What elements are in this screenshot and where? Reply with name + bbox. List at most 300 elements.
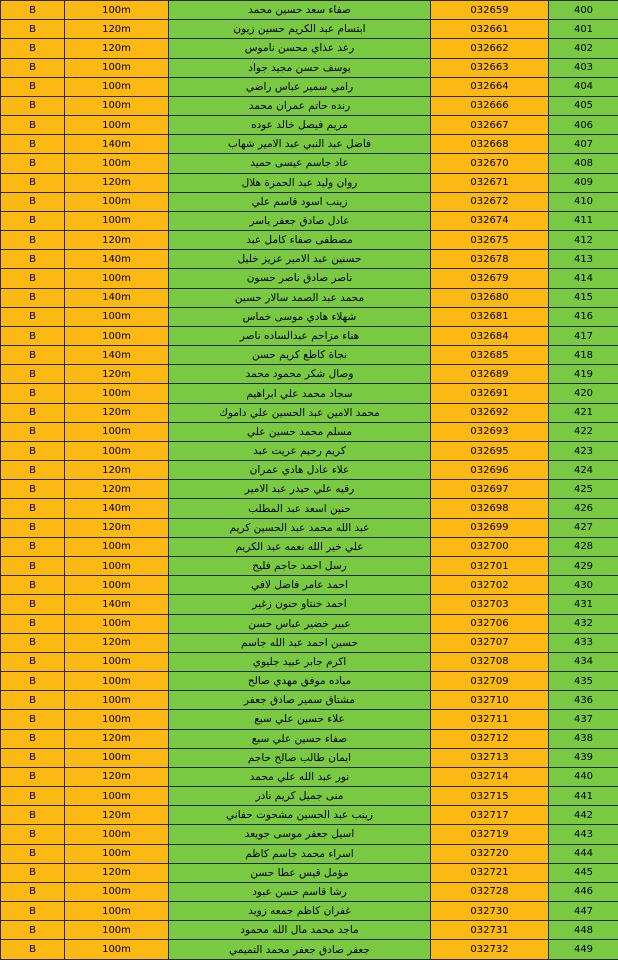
size-cell: 100m (65, 921, 169, 940)
category-cell: B (1, 346, 65, 365)
name-cell: شهلاء هادي موسى خماس (169, 307, 431, 326)
number-cell: 442 (549, 806, 618, 825)
code-cell: 032662 (431, 39, 549, 58)
size-cell: 140m (65, 595, 169, 614)
size-cell: 100m (65, 882, 169, 901)
name-cell: محمد عبد الصمد سالار حسين (169, 288, 431, 307)
name-cell: نور عبد الله علي محمد (169, 767, 431, 786)
number-cell: 408 (549, 154, 618, 173)
table-row (1, 441, 618, 460)
name-cell: هناء مزاحم عبدالساده ناصر (169, 326, 431, 345)
table-row (1, 384, 618, 403)
code-cell: 032703 (431, 595, 549, 614)
number-cell: 440 (549, 767, 618, 786)
code-cell: 032699 (431, 518, 549, 537)
code-cell: 032681 (431, 307, 549, 326)
code-cell: 032717 (431, 806, 549, 825)
number-cell: 410 (549, 192, 618, 211)
category-cell: B (1, 748, 65, 767)
size-cell: 120m (65, 480, 169, 499)
number-cell: 424 (549, 461, 618, 480)
category-cell: B (1, 288, 65, 307)
table-row (1, 499, 618, 518)
code-cell: 032708 (431, 652, 549, 671)
size-cell: 100m (65, 576, 169, 595)
code-cell: 032695 (431, 441, 549, 460)
table-row (1, 422, 618, 441)
code-cell: 032674 (431, 211, 549, 230)
code-cell: 032698 (431, 499, 549, 518)
category-cell: B (1, 39, 65, 58)
size-cell: 120m (65, 39, 169, 58)
code-cell: 032680 (431, 288, 549, 307)
name-cell: مريم فيصل خالد عوده (169, 116, 431, 135)
size-cell: 120m (65, 365, 169, 384)
size-cell: 100m (65, 902, 169, 921)
name-cell: جعفر صادق جعفر محمد التميمي (169, 940, 431, 960)
table-row (1, 518, 618, 537)
category-cell: B (1, 595, 65, 614)
number-cell: 400 (549, 1, 618, 20)
table-row (1, 863, 618, 882)
name-cell: مياده موفق مهدي صالح (169, 672, 431, 691)
category-cell: B (1, 556, 65, 575)
number-cell: 448 (549, 921, 618, 940)
name-cell: مؤمل قيس عطا حسن (169, 863, 431, 882)
number-cell: 402 (549, 39, 618, 58)
category-cell: B (1, 652, 65, 671)
table-row (1, 921, 618, 940)
category-cell: B (1, 269, 65, 288)
name-cell: زينب عبد الحسين مشحوت حفاني (169, 806, 431, 825)
table-row (1, 403, 618, 422)
name-cell: عاد جاسم عيسى حميد (169, 154, 431, 173)
code-cell: 032711 (431, 710, 549, 729)
number-cell: 404 (549, 77, 618, 96)
category-cell: B (1, 576, 65, 595)
name-cell: عبير خضير عباس حسن (169, 614, 431, 633)
code-cell: 032684 (431, 326, 549, 345)
name-cell: حسين احمد عبد الله جاسم (169, 633, 431, 652)
category-cell: B (1, 20, 65, 39)
number-cell: 434 (549, 652, 618, 671)
name-cell: اكرم جابر عبيد جليوي (169, 652, 431, 671)
number-cell: 411 (549, 211, 618, 230)
code-cell: 032679 (431, 269, 549, 288)
name-cell: رامي سمير عباس راضي (169, 77, 431, 96)
size-cell: 100m (65, 1, 169, 20)
name-cell: علاء حسين علي سبع (169, 710, 431, 729)
code-cell: 032707 (431, 633, 549, 652)
size-cell: 120m (65, 863, 169, 882)
table-row (1, 825, 618, 844)
name-cell: مصطفى صفاء كامل عبد (169, 231, 431, 250)
category-cell: B (1, 882, 65, 901)
number-cell: 414 (549, 269, 618, 288)
code-cell: 032661 (431, 20, 549, 39)
size-cell: 120m (65, 806, 169, 825)
size-cell: 140m (65, 288, 169, 307)
name-cell: علاء عادل هادي عمران (169, 461, 431, 480)
code-cell: 032700 (431, 537, 549, 556)
name-cell: صفاء سعد حسين محمد (169, 1, 431, 20)
number-cell: 439 (549, 748, 618, 767)
table-row (1, 173, 618, 192)
table-row (1, 940, 618, 960)
table-row (1, 633, 618, 652)
number-cell: 418 (549, 346, 618, 365)
name-cell: يوسف حسن مجيد جواد (169, 58, 431, 77)
category-cell: B (1, 844, 65, 863)
code-cell: 032713 (431, 748, 549, 767)
number-cell: 432 (549, 614, 618, 633)
size-cell: 100m (65, 116, 169, 135)
table-row (1, 787, 618, 806)
number-cell: 428 (549, 537, 618, 556)
table-row (1, 710, 618, 729)
category-cell: B (1, 461, 65, 480)
size-cell: 100m (65, 940, 169, 960)
name-cell: مسلم محمد حسين علي (169, 422, 431, 441)
category-cell: B (1, 173, 65, 192)
table-row (1, 480, 618, 499)
code-cell: 032719 (431, 825, 549, 844)
category-cell: B (1, 633, 65, 652)
category-cell: B (1, 384, 65, 403)
name-cell: احمد خنتاو حنون زغير (169, 595, 431, 614)
name-cell: محمد الامين عبد الحسين علي داموك (169, 403, 431, 422)
number-cell: 427 (549, 518, 618, 537)
code-cell: 032659 (431, 1, 549, 20)
code-cell: 032691 (431, 384, 549, 403)
name-cell: نجاة كاطع كريم حسن (169, 346, 431, 365)
number-cell: 433 (549, 633, 618, 652)
table-row (1, 461, 618, 480)
size-cell: 100m (65, 825, 169, 844)
category-cell: B (1, 480, 65, 499)
table-row (1, 307, 618, 326)
table-row (1, 116, 618, 135)
size-cell: 100m (65, 96, 169, 115)
code-cell: 032728 (431, 882, 549, 901)
category-cell: B (1, 77, 65, 96)
name-cell: رقيه علي حيدر عبد الامير (169, 480, 431, 499)
code-cell: 032693 (431, 422, 549, 441)
category-cell: B (1, 672, 65, 691)
name-cell: رعد عذاي محسن ناموس (169, 39, 431, 58)
table-row (1, 691, 618, 710)
table-row (1, 844, 618, 863)
code-cell: 032672 (431, 192, 549, 211)
number-cell: 443 (549, 825, 618, 844)
number-cell: 430 (549, 576, 618, 595)
size-cell: 140m (65, 250, 169, 269)
code-cell: 032689 (431, 365, 549, 384)
number-cell: 419 (549, 365, 618, 384)
table-row (1, 1, 618, 20)
table-row (1, 211, 618, 230)
table-row (1, 326, 618, 345)
name-cell: حنين اسعد عبد المطلب (169, 499, 431, 518)
name-cell: عبد الله محمد عبد الحسين كريم (169, 518, 431, 537)
table-row (1, 614, 618, 633)
category-cell: B (1, 825, 65, 844)
size-cell: 120m (65, 518, 169, 537)
number-cell: 429 (549, 556, 618, 575)
size-cell: 100m (65, 77, 169, 96)
code-cell: 032710 (431, 691, 549, 710)
category-cell: B (1, 231, 65, 250)
code-cell: 032663 (431, 58, 549, 77)
size-cell: 100m (65, 326, 169, 345)
code-cell: 032678 (431, 250, 549, 269)
name-cell: رشا قاسم حسن عبود (169, 882, 431, 901)
size-cell: 120m (65, 767, 169, 786)
number-cell: 413 (549, 250, 618, 269)
number-cell: 407 (549, 135, 618, 154)
table-row (1, 365, 618, 384)
number-cell: 437 (549, 710, 618, 729)
size-cell: 100m (65, 710, 169, 729)
table-row (1, 154, 618, 173)
category-cell: B (1, 614, 65, 633)
number-cell: 415 (549, 288, 618, 307)
code-cell: 032664 (431, 77, 549, 96)
size-cell: 100m (65, 441, 169, 460)
table-row (1, 806, 618, 825)
category-cell: B (1, 863, 65, 882)
number-cell: 420 (549, 384, 618, 403)
table-row (1, 192, 618, 211)
name-cell: سجاد محمد علي ابراهيم (169, 384, 431, 403)
name-cell: ماجد محمد مال الله محمود (169, 921, 431, 940)
category-cell: B (1, 326, 65, 345)
table-row (1, 346, 618, 365)
table-row (1, 269, 618, 288)
number-cell: 444 (549, 844, 618, 863)
category-cell: B (1, 806, 65, 825)
category-cell: B (1, 767, 65, 786)
category-cell: B (1, 499, 65, 518)
name-cell: وصال شكر محمود محمد (169, 365, 431, 384)
code-cell: 032720 (431, 844, 549, 863)
category-cell: B (1, 518, 65, 537)
table-row (1, 39, 618, 58)
table-row (1, 767, 618, 786)
number-cell: 431 (549, 595, 618, 614)
size-cell: 120m (65, 729, 169, 748)
table-row (1, 288, 618, 307)
category-cell: B (1, 1, 65, 20)
name-cell: علي خير الله نعمه عبد الكريم (169, 537, 431, 556)
code-cell: 032675 (431, 231, 549, 250)
size-cell: 120m (65, 20, 169, 39)
number-cell: 409 (549, 173, 618, 192)
name-cell: ناصر صادق ناصر حسون (169, 269, 431, 288)
category-cell: B (1, 902, 65, 921)
name-cell: كريم رحيم عريت عبد (169, 441, 431, 460)
name-cell: فاضل عبد النبي عبد الامير شهاب (169, 135, 431, 154)
number-cell: 438 (549, 729, 618, 748)
number-cell: 417 (549, 326, 618, 345)
code-cell: 032685 (431, 346, 549, 365)
size-cell: 100m (65, 844, 169, 863)
code-cell: 032701 (431, 556, 549, 575)
size-cell: 120m (65, 403, 169, 422)
number-cell: 412 (549, 231, 618, 250)
name-cell: رسل احمد حاجم فليح (169, 556, 431, 575)
size-cell: 100m (65, 614, 169, 633)
size-cell: 100m (65, 211, 169, 230)
table-row (1, 902, 618, 921)
category-cell: B (1, 154, 65, 173)
number-cell: 421 (549, 403, 618, 422)
name-cell: ايمان طالب صالح حاجم (169, 748, 431, 767)
code-cell: 032702 (431, 576, 549, 595)
number-cell: 436 (549, 691, 618, 710)
name-cell: زينب اسود قاسم علي (169, 192, 431, 211)
size-cell: 100m (65, 748, 169, 767)
table-row (1, 250, 618, 269)
size-cell: 100m (65, 691, 169, 710)
number-cell: 401 (549, 20, 618, 39)
table-row (1, 58, 618, 77)
size-cell: 140m (65, 499, 169, 518)
category-cell: B (1, 729, 65, 748)
code-cell: 032730 (431, 902, 549, 921)
category-cell: B (1, 116, 65, 135)
number-cell: 446 (549, 882, 618, 901)
code-cell: 032668 (431, 135, 549, 154)
number-cell: 449 (549, 940, 618, 960)
code-cell: 032721 (431, 863, 549, 882)
name-cell: روان وليد عبد الحمزة هلال (169, 173, 431, 192)
code-cell: 032697 (431, 480, 549, 499)
table-row (1, 882, 618, 901)
code-cell: 032692 (431, 403, 549, 422)
name-cell: حسنين عبد الامير عزيز خليل (169, 250, 431, 269)
category-cell: B (1, 403, 65, 422)
name-cell: اسيل جعفر موسى جويعد (169, 825, 431, 844)
category-cell: B (1, 787, 65, 806)
table-row (1, 556, 618, 575)
name-cell: رنده حاتم عمران محمد (169, 96, 431, 115)
number-cell: 416 (549, 307, 618, 326)
size-cell: 120m (65, 461, 169, 480)
name-cell: مشتاق سمير صادق جعفر (169, 691, 431, 710)
name-cell: احمد عامر فاضل لافي (169, 576, 431, 595)
size-cell: 100m (65, 307, 169, 326)
table-row (1, 77, 618, 96)
number-cell: 423 (549, 441, 618, 460)
category-cell: B (1, 921, 65, 940)
size-cell: 120m (65, 633, 169, 652)
code-cell: 032696 (431, 461, 549, 480)
size-cell: 140m (65, 346, 169, 365)
code-cell: 032667 (431, 116, 549, 135)
table-row (1, 748, 618, 767)
name-cell: اسراء محمد جاسم كاظم (169, 844, 431, 863)
size-cell: 100m (65, 384, 169, 403)
code-cell: 032670 (431, 154, 549, 173)
code-cell: 032732 (431, 940, 549, 960)
name-cell: صفاء حسين علي سبع (169, 729, 431, 748)
category-cell: B (1, 691, 65, 710)
size-cell: 100m (65, 537, 169, 556)
number-cell: 441 (549, 787, 618, 806)
number-cell: 405 (549, 96, 618, 115)
code-cell: 032714 (431, 767, 549, 786)
table-row (1, 537, 618, 556)
category-cell: B (1, 710, 65, 729)
name-cell: منى جميل كريم نادر (169, 787, 431, 806)
table-row (1, 20, 618, 39)
size-cell: 100m (65, 58, 169, 77)
code-cell: 032709 (431, 672, 549, 691)
size-cell: 100m (65, 154, 169, 173)
size-cell: 100m (65, 787, 169, 806)
table-row (1, 135, 618, 154)
size-cell: 120m (65, 173, 169, 192)
number-cell: 403 (549, 58, 618, 77)
category-cell: B (1, 135, 65, 154)
size-cell: 120m (65, 231, 169, 250)
table-row (1, 652, 618, 671)
category-cell: B (1, 422, 65, 441)
category-cell: B (1, 58, 65, 77)
size-cell: 100m (65, 422, 169, 441)
number-cell: 435 (549, 672, 618, 691)
size-cell: 100m (65, 192, 169, 211)
code-cell: 032706 (431, 614, 549, 633)
category-cell: B (1, 537, 65, 556)
category-cell: B (1, 940, 65, 960)
size-cell: 100m (65, 556, 169, 575)
category-cell: B (1, 96, 65, 115)
category-cell: B (1, 250, 65, 269)
size-cell: 100m (65, 652, 169, 671)
category-cell: B (1, 307, 65, 326)
category-cell: B (1, 441, 65, 460)
number-cell: 422 (549, 422, 618, 441)
number-cell: 445 (549, 863, 618, 882)
number-cell: 406 (549, 116, 618, 135)
size-cell: 100m (65, 269, 169, 288)
name-cell: عادل صادق جعفر ياسر (169, 211, 431, 230)
table-row (1, 595, 618, 614)
code-cell: 032712 (431, 729, 549, 748)
name-cell: غفران كاظم جمعه زويد (169, 902, 431, 921)
table-row (1, 96, 618, 115)
table-row (1, 729, 618, 748)
name-cell: ابتسام عبد الكريم حسين زيون (169, 20, 431, 39)
category-cell: B (1, 211, 65, 230)
code-cell: 032731 (431, 921, 549, 940)
table-row (1, 672, 618, 691)
category-cell: B (1, 365, 65, 384)
table-row (1, 576, 618, 595)
number-cell: 426 (549, 499, 618, 518)
table-row (1, 231, 618, 250)
code-cell: 032666 (431, 96, 549, 115)
table-body (1, 1, 618, 960)
category-cell: B (1, 192, 65, 211)
number-cell: 425 (549, 480, 618, 499)
code-cell: 032671 (431, 173, 549, 192)
code-cell: 032715 (431, 787, 549, 806)
size-cell: 140m (65, 135, 169, 154)
number-cell: 447 (549, 902, 618, 921)
